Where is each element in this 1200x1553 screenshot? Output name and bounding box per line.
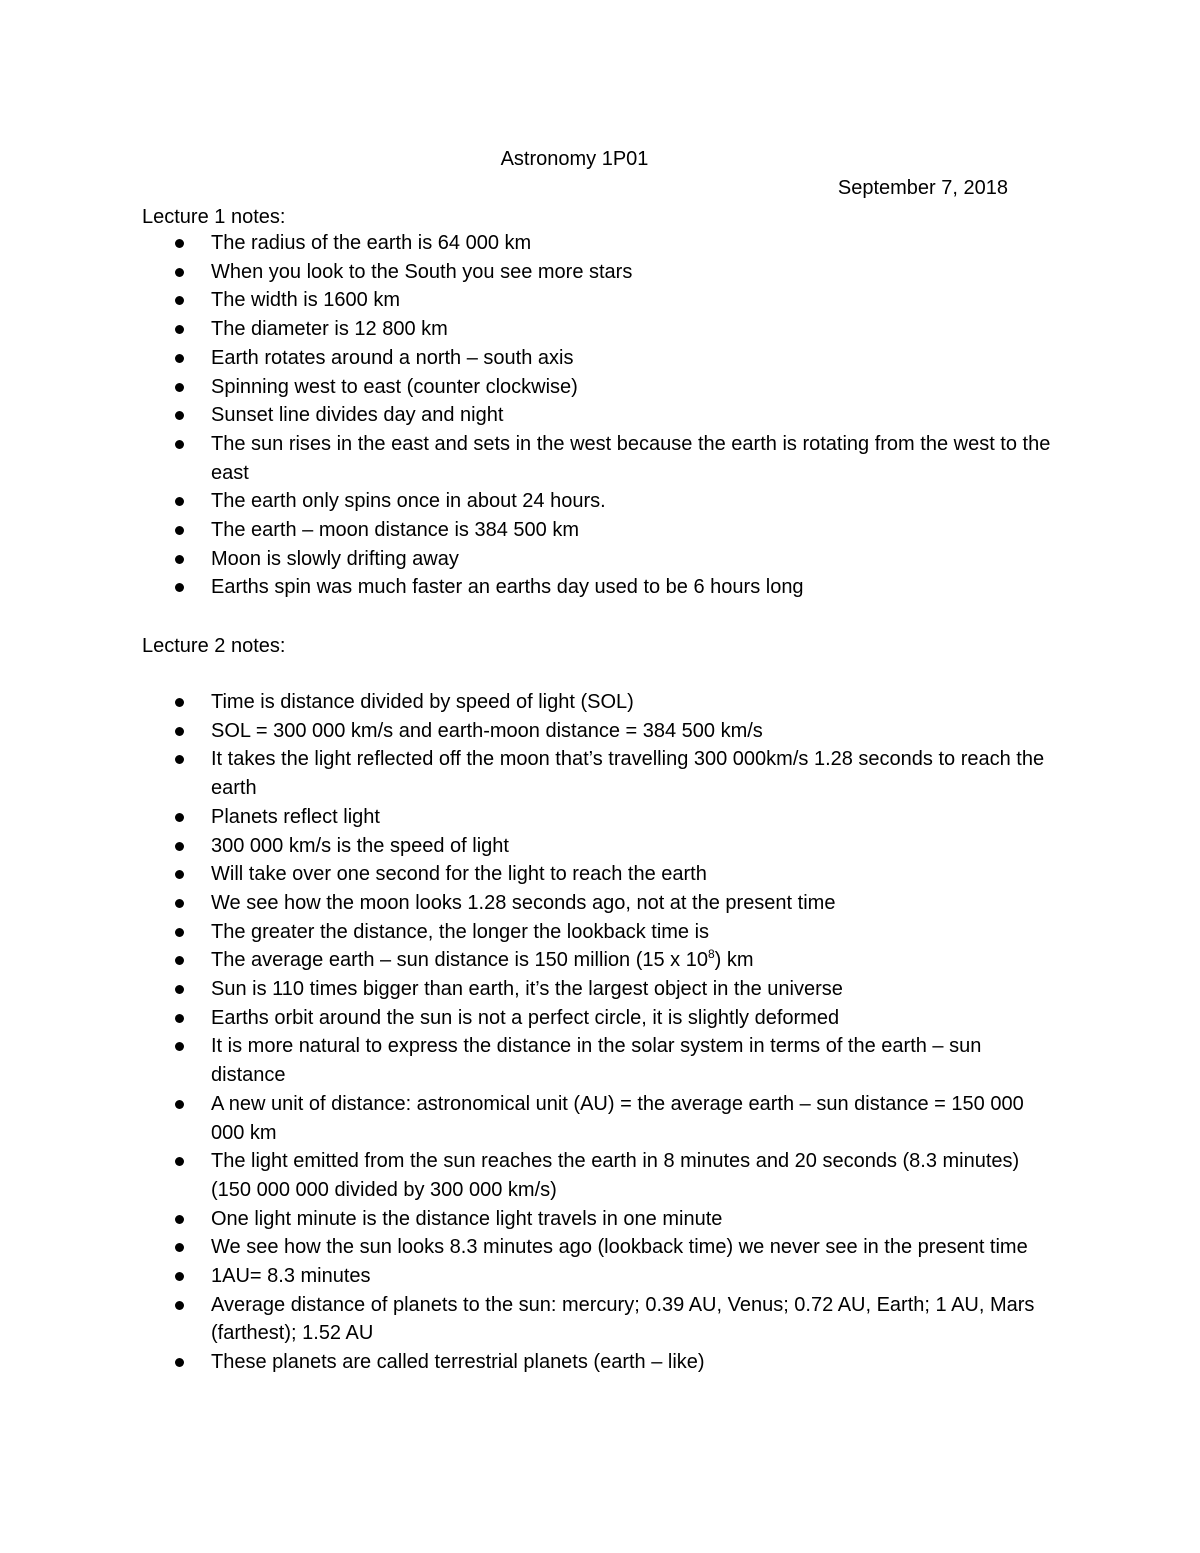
bullet-icon xyxy=(175,727,184,736)
bullet-icon xyxy=(175,899,184,908)
bullet-icon xyxy=(175,411,184,420)
list-item: Earths spin was much faster an earths day used to be 6 hours long xyxy=(0,573,1060,602)
list-item: SOL = 300 000 km/s and earth-moon distance = 384 500 km/s xyxy=(0,717,1060,746)
list-item: 300 000 km/s is the speed of light xyxy=(0,832,1060,861)
bullet-icon xyxy=(175,1215,184,1224)
bullet-icon xyxy=(175,239,184,248)
bullet-icon xyxy=(175,985,184,994)
bullet-icon xyxy=(175,497,184,506)
lecture-2-heading: Lecture 2 notes: xyxy=(142,635,286,657)
bullet-icon xyxy=(175,755,184,764)
bullet-icon xyxy=(175,928,184,937)
list-item: Average distance of planets to the sun: mercury; 0.39 AU, Venus; 0.72 AU, Earth; 1 AU, Mars (farthest); 1.52 AU xyxy=(0,1291,1060,1348)
lecture-2-list xyxy=(0,688,1060,1377)
lecture-1-heading: Lecture 1 notes: xyxy=(142,206,286,228)
list-item: The diameter is 12 800 km xyxy=(0,315,1060,344)
list-item: Time is distance divided by speed of light (SOL) xyxy=(0,688,1060,717)
bullet-icon xyxy=(175,1243,184,1252)
bullet-icon xyxy=(175,698,184,707)
document-title: Astronomy 1P01 xyxy=(500,148,649,170)
list-item: These planets are called terrestrial planets (earth – like) xyxy=(0,1348,1060,1377)
list-item: The earth – moon distance is 384 500 km xyxy=(0,516,1060,545)
list-item: Moon is slowly drifting away xyxy=(0,545,1060,574)
list-item: Earth rotates around a north – south axis xyxy=(0,344,1060,373)
list-item: 1AU= 8.3 minutes xyxy=(0,1262,1060,1291)
bullet-icon xyxy=(175,383,184,392)
list-item: It takes the light reflected off the moon that’s travelling 300 000km/s 1.28 seconds to reach the earth xyxy=(0,745,1060,802)
bullet-icon xyxy=(175,1358,184,1367)
bullet-icon xyxy=(175,1157,184,1166)
bullet-icon xyxy=(175,354,184,363)
list-item: We see how the sun looks 8.3 minutes ago (lookback time) we never see in the present time xyxy=(0,1233,1060,1262)
bullet-icon xyxy=(175,956,184,965)
bullet-icon xyxy=(175,842,184,851)
lecture-1-list xyxy=(0,229,1060,602)
list-item: The radius of the earth is 64 000 km xyxy=(0,229,1060,258)
bullet-icon xyxy=(175,1100,184,1109)
list-item: One light minute is the distance light travels in one minute xyxy=(0,1205,1060,1234)
bullet-icon xyxy=(175,1014,184,1023)
bullet-icon xyxy=(175,555,184,564)
bullet-icon xyxy=(175,440,184,449)
bullet-icon xyxy=(175,1301,184,1310)
list-item: The earth only spins once in about 24 hours. xyxy=(0,487,1060,516)
bullet-icon xyxy=(175,1272,184,1281)
list-item: Sunset line divides day and night xyxy=(0,401,1060,430)
list-item: Spinning west to east (counter clockwise) xyxy=(0,373,1060,402)
list-item: Earths orbit around the sun is not a perfect circle, it is slightly deformed xyxy=(0,1004,1060,1033)
list-item: A new unit of distance: astronomical unit (AU) = the average earth – sun distance = 150 000 000 km xyxy=(0,1090,1060,1147)
bullet-icon xyxy=(175,813,184,822)
list-item: When you look to the South you see more stars xyxy=(0,258,1060,287)
list-item: The sun rises in the east and sets in the west because the earth is rotating from the west to the east xyxy=(0,430,1060,487)
bullet-icon xyxy=(175,296,184,305)
list-item: Planets reflect light xyxy=(0,803,1060,832)
list-item: The light emitted from the sun reaches the earth in 8 minutes and 20 seconds (8.3 minutes) (150 000 000 divided by 300 000 km/s) xyxy=(0,1147,1060,1204)
list-item: The width is 1600 km xyxy=(0,286,1060,315)
list-item: The average earth – sun distance is 150 million (15 x $10^8$) km xyxy=(0,946,1060,975)
list-item: Sun is 110 times bigger than earth, it’s the largest object in the universe xyxy=(0,975,1060,1004)
list-item: We see how the moon looks 1.28 seconds ago, not at the present time xyxy=(0,889,1060,918)
bullet-icon xyxy=(175,268,184,277)
bullet-icon xyxy=(175,1042,184,1051)
bullet-icon xyxy=(175,325,184,334)
document-date: September 7, 2018 xyxy=(837,177,1008,199)
bullet-icon xyxy=(175,526,184,535)
list-item: The greater the distance, the longer the lookback time is xyxy=(0,918,1060,947)
list-item: Will take over one second for the light to reach the earth xyxy=(0,860,1060,889)
exponent: 8 xyxy=(707,947,715,962)
bullet-icon xyxy=(175,870,184,879)
bullet-icon xyxy=(175,583,184,592)
list-item: It is more natural to express the distance in the solar system in terms of the earth – sun distance xyxy=(0,1032,1060,1089)
